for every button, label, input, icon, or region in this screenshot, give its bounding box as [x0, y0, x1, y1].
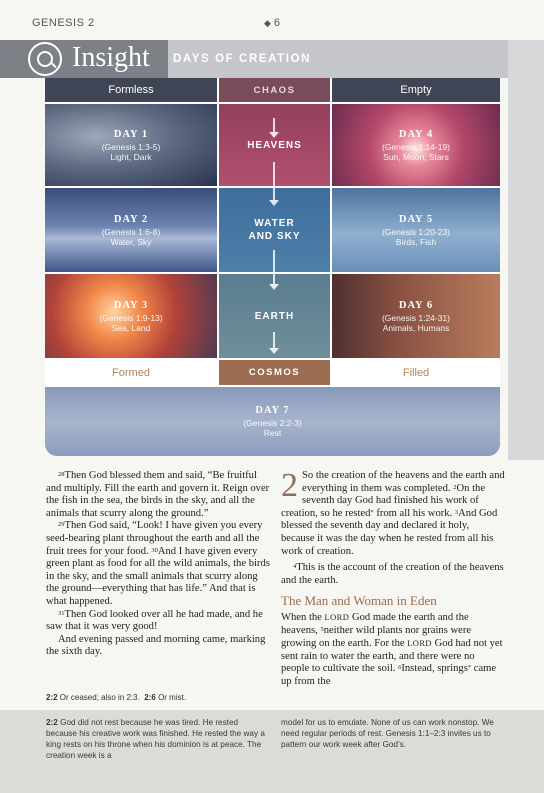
day-reference: (Genesis 1:6-8) [101, 226, 161, 237]
day-label: DAY 2 [113, 213, 149, 225]
diamond-icon: ◆ [264, 18, 271, 28]
page-number-value: 6 [273, 17, 281, 29]
verse-text: Instead, springs [401, 663, 468, 675]
footnotes [46, 693, 276, 702]
verse-number: 5 [320, 625, 324, 633]
cell-day-5 [332, 188, 500, 272]
verse-number: 31 [58, 609, 65, 617]
cell-earth: EARTH [219, 274, 330, 358]
verse-text: God had not yet sent rain to water the earth, and there were no people to cultivate the soil. [281, 638, 503, 675]
verse-text: When the [281, 611, 325, 623]
day-label: DAY 1 [113, 128, 149, 140]
footnote-text: Or ceased; also in 2:3. [57, 693, 140, 702]
verse-text: And God blessed the seventh day and declared it holy, because it was the day when he rested from all his work of creation. [281, 507, 498, 557]
study-note-right: model for us to emulate. None of us can work nonstop. We need regular periods of rest. Genesis 1:1–2:3 invites us to pattern our work week after God’s. [281, 718, 494, 749]
verse-number: 3 [454, 508, 459, 516]
day-label: DAY 7 [255, 405, 290, 416]
verse-text: Then God said, “Look! I have given you every seed-bearing plant throughout the earth and all the fruit trees for your food. [46, 520, 263, 557]
arrow-line [273, 118, 275, 132]
day-reference: (Genesis 2:2-3) [243, 418, 302, 428]
verse-paragraph: And evening passed and morning came, marking the sixth day. [46, 633, 266, 658]
text-column-right [281, 467, 505, 689]
day-subjects: Sea, Land [111, 322, 151, 333]
cell-heavens: HEAVENS [219, 104, 330, 186]
verse-number: 6 [398, 664, 402, 672]
section-heading: The Man and Woman in Eden [281, 593, 437, 609]
arrow-line [273, 162, 275, 200]
verse-number: 28 [58, 471, 65, 478]
water-label: WATER [254, 218, 295, 229]
verse-number: 30 [151, 546, 158, 554]
footnote-marker: * [370, 508, 374, 516]
study-note-left [46, 717, 271, 761]
insight-banner [0, 40, 544, 78]
chapter-opening [281, 467, 505, 558]
verse-paragraph [46, 470, 270, 520]
verse-text: So the creation of the heavens and the earth and everything in them was completed. [302, 470, 505, 494]
day-reference: (Genesis 1:9-13) [99, 312, 163, 323]
verse-paragraph [46, 520, 270, 608]
page-edge-strip [508, 40, 544, 460]
verse-text: Then God blessed them and said, “Be fruitful and multiply. Fill the earth and govern it. Reign over the fish in the sea, the birds in the sky, and all the animals that scurry along the ground.” [46, 470, 270, 519]
day-reference: (Genesis 1:24-31) [381, 312, 451, 323]
footer-formed: Formed [45, 360, 217, 385]
page-number [264, 17, 280, 29]
verse-text: And I have given every green plant as food for all the wild animals, the birds in the sky, and the small animals that scurry along the ground—everything that has life.” And that is what happened. [46, 545, 270, 607]
verse-text: from all his work. [373, 507, 453, 519]
verse-text: On the seventh day God had finished his work of creation, so he rested [281, 482, 486, 519]
verse-number: 2 [453, 483, 457, 491]
arrow-line [273, 250, 275, 284]
arrow-down-icon [269, 284, 279, 290]
day-label: DAY 4 [398, 128, 434, 140]
day-reference: (Genesis 1:20-23) [381, 226, 451, 237]
day-reference: (Genesis 1:3-5) [101, 141, 161, 152]
verse-text: neither wild plants nor grains were growing on the earth. For the [281, 624, 472, 650]
lord-smallcaps: LORD [324, 611, 350, 622]
header-formless: Formless [45, 78, 217, 102]
arrow-down-icon [269, 348, 279, 354]
arrow-down-icon [269, 132, 279, 138]
cell-day-4 [332, 104, 500, 186]
note-ref: 2:2 [46, 718, 58, 727]
verse-paragraph [281, 611, 505, 689]
verse-number: 4 [293, 563, 297, 571]
header-empty: Empty [332, 78, 500, 102]
day-label: DAY 5 [398, 213, 434, 225]
lord-smallcaps: LORD [407, 638, 432, 649]
footer-filled: Filled [332, 360, 500, 385]
footer-cosmos: COSMOS [219, 360, 330, 385]
verse-paragraph [46, 609, 270, 634]
arrow-line [273, 332, 275, 348]
footnote-ref: 2:6 [144, 693, 156, 702]
day-subjects: Water, Sky [110, 236, 152, 247]
chapter-number: 2 [281, 467, 298, 504]
note-text: God did not rest because he was tired. He rested because his creative work was finished. He rested the way a king rests on his throne when his dominion is at peace. The creation week is a [46, 718, 265, 760]
header-chaos: CHAOS [219, 78, 330, 102]
verse-text: God made the earth and the heavens, [281, 611, 469, 636]
cell-day-1 [45, 104, 217, 186]
verse-text: Then God looked over all he had made, and he saw that it was very good! [46, 608, 263, 633]
day-subjects: Birds, Fish [395, 236, 437, 247]
insight-label: Insight [72, 42, 150, 73]
day-subjects: Animals, Humans [382, 322, 450, 333]
day-subjects: Rest [263, 428, 282, 438]
cell-day-2 [45, 188, 217, 272]
day-subjects: Sun, Moon, Stars [383, 151, 449, 162]
running-head: GENESIS 2 [32, 17, 95, 29]
footnote-ref: 2:2 [46, 693, 58, 702]
day-label: DAY 6 [398, 299, 434, 311]
verse-number: 29 [58, 521, 65, 529]
verse-text: came up from the [281, 663, 497, 687]
text-column-left [46, 470, 270, 659]
footnote-text: Or mist. [155, 693, 187, 702]
day-reference: (Genesis 1:14-19) [381, 141, 451, 152]
cell-day-3 [45, 274, 217, 358]
day-subjects: Light, Dark [110, 151, 152, 162]
cell-day-7 [45, 387, 500, 456]
footnote-marker: * [467, 664, 472, 672]
days-of-creation-chart [45, 78, 500, 456]
cell-day-6 [332, 274, 500, 358]
and-sky-label: AND SKY [248, 231, 301, 242]
verse-paragraph [281, 562, 505, 587]
arrow-down-icon [269, 200, 279, 206]
insight-topic: DAYS OF CREATION [173, 53, 312, 65]
verse-text: This is the account of the creation of the heavens and the earth. [281, 562, 504, 586]
day-label: DAY 3 [113, 299, 149, 311]
magnifier-icon [28, 42, 62, 76]
